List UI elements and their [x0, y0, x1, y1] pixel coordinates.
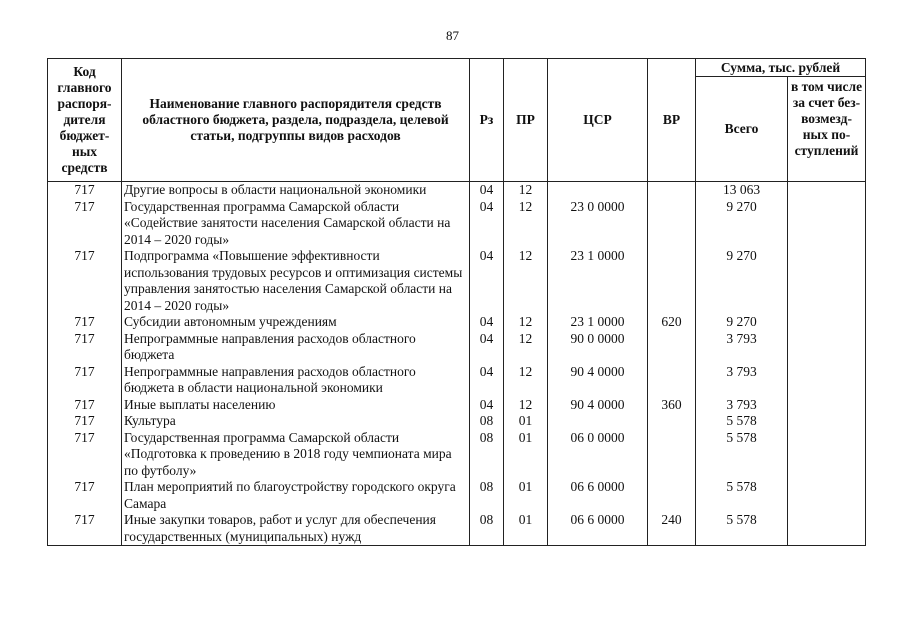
cell-rz: 08 [470, 512, 504, 546]
cell-rz: 04 [470, 248, 504, 314]
header-sum-group: Сумма, тыс. рублей [696, 59, 866, 77]
header-vr: ВР [648, 59, 696, 182]
table-row [48, 413, 866, 430]
cell-pr: 01 [504, 479, 548, 512]
cell-total: 13 063 [696, 182, 788, 199]
cell-name: Субсидии автономным учреждениям [122, 314, 470, 331]
header-pr: ПР [504, 59, 548, 182]
cell-incl [788, 248, 866, 314]
cell-total: 9 270 [696, 248, 788, 314]
cell-vr [648, 182, 696, 199]
cell-name: Культура [122, 413, 470, 430]
cell-code: 717 [48, 430, 122, 480]
cell-name: Иные выплаты населению [122, 397, 470, 414]
cell-total: 5 578 [696, 479, 788, 512]
cell-incl [788, 199, 866, 249]
cell-incl [788, 479, 866, 512]
cell-total: 5 578 [696, 430, 788, 480]
cell-rz: 04 [470, 199, 504, 249]
header-total: Всего [696, 77, 788, 182]
cell-total: 3 793 [696, 397, 788, 414]
cell-name: Другие вопросы в области национальной экономики [122, 182, 470, 199]
cell-vr: 240 [648, 512, 696, 546]
cell-csr: 06 6 0000 [548, 479, 648, 512]
cell-incl [788, 430, 866, 480]
table-row [48, 199, 866, 249]
cell-vr [648, 331, 696, 364]
cell-total: 9 270 [696, 314, 788, 331]
header-csr: ЦСР [548, 59, 648, 182]
cell-pr: 01 [504, 413, 548, 430]
cell-code: 717 [48, 182, 122, 199]
cell-vr: 620 [648, 314, 696, 331]
cell-rz: 08 [470, 413, 504, 430]
cell-vr [648, 430, 696, 480]
cell-pr: 12 [504, 182, 548, 199]
cell-incl [788, 413, 866, 430]
cell-name: Подпрограмма «Повышение эффективности использования трудовых ресурсов и оптимизация системы управления занятостью населения Самарской области на 2014 – 2020 годы» [122, 248, 470, 314]
table-row [48, 248, 866, 314]
cell-code: 717 [48, 479, 122, 512]
cell-pr: 12 [504, 199, 548, 249]
page-number: 87 [446, 28, 459, 43]
cell-name: Непрограммные направления расходов областного бюджета [122, 331, 470, 364]
table-row [48, 314, 866, 331]
cell-rz: 08 [470, 430, 504, 480]
table-row [48, 479, 866, 512]
cell-incl [788, 397, 866, 414]
cell-rz: 08 [470, 479, 504, 512]
cell-total: 3 793 [696, 331, 788, 364]
table-row [48, 397, 866, 414]
cell-name: Непрограммные направления расходов областного бюджета в области национальной экономики [122, 364, 470, 397]
cell-rz: 04 [470, 364, 504, 397]
table-row [48, 512, 866, 546]
cell-code: 717 [48, 512, 122, 546]
cell-csr [548, 413, 648, 430]
table-row [48, 430, 866, 480]
cell-pr: 12 [504, 331, 548, 364]
cell-code: 717 [48, 248, 122, 314]
cell-code: 717 [48, 397, 122, 414]
cell-pr: 12 [504, 364, 548, 397]
cell-code: 717 [48, 413, 122, 430]
header-name: Наименование главного распорядителя средств областного бюджета, раздела, подраздела, целевой статьи, подгруппы видов расходов [122, 59, 470, 182]
cell-name: План мероприятий по благоустройству городского округа Самара [122, 479, 470, 512]
cell-pr: 12 [504, 314, 548, 331]
cell-csr: 90 4 0000 [548, 364, 648, 397]
cell-total: 3 793 [696, 364, 788, 397]
table-row [48, 182, 866, 199]
cell-incl [788, 331, 866, 364]
cell-vr: 360 [648, 397, 696, 414]
cell-pr: 01 [504, 512, 548, 546]
cell-incl [788, 314, 866, 331]
cell-csr: 90 4 0000 [548, 397, 648, 414]
cell-csr: 23 1 0000 [548, 248, 648, 314]
cell-code: 717 [48, 331, 122, 364]
cell-total: 9 270 [696, 199, 788, 249]
cell-code: 717 [48, 364, 122, 397]
cell-code: 717 [48, 314, 122, 331]
cell-csr: 23 0 0000 [548, 199, 648, 249]
cell-vr [648, 413, 696, 430]
cell-name: Государственная программа Самарской области «Содействие занятости населения Самарской области на 2014 – 2020 годы» [122, 199, 470, 249]
cell-csr: 06 6 0000 [548, 512, 648, 546]
cell-csr: 23 1 0000 [548, 314, 648, 331]
cell-vr [648, 364, 696, 397]
cell-pr: 12 [504, 397, 548, 414]
cell-pr: 01 [504, 430, 548, 480]
cell-incl [788, 182, 866, 199]
header-incl: в том числе за счет без-возмезд-ных по-ступлений [788, 77, 866, 182]
cell-pr: 12 [504, 248, 548, 314]
header-rz: Рз [470, 59, 504, 182]
cell-rz: 04 [470, 314, 504, 331]
cell-total: 5 578 [696, 413, 788, 430]
cell-csr: 90 0 0000 [548, 331, 648, 364]
header-code: Код главного распоря-дителя бюджет-ных средств [48, 59, 122, 182]
cell-vr [648, 199, 696, 249]
table-row [48, 364, 866, 397]
cell-rz: 04 [470, 397, 504, 414]
cell-vr [648, 479, 696, 512]
cell-name: Государственная программа Самарской области «Подготовка к проведению в 2018 году чемпионата мира по футболу» [122, 430, 470, 480]
cell-csr: 06 0 0000 [548, 430, 648, 480]
cell-incl [788, 512, 866, 546]
cell-total: 5 578 [696, 512, 788, 546]
cell-rz: 04 [470, 182, 504, 199]
cell-code: 717 [48, 199, 122, 249]
cell-incl [788, 364, 866, 397]
cell-vr [648, 248, 696, 314]
cell-name: Иные закупки товаров, работ и услуг для обеспечения государственных (муниципальных) нужд [122, 512, 470, 546]
budget-table [47, 58, 866, 546]
table-row [48, 331, 866, 364]
cell-csr [548, 182, 648, 199]
cell-rz: 04 [470, 331, 504, 364]
